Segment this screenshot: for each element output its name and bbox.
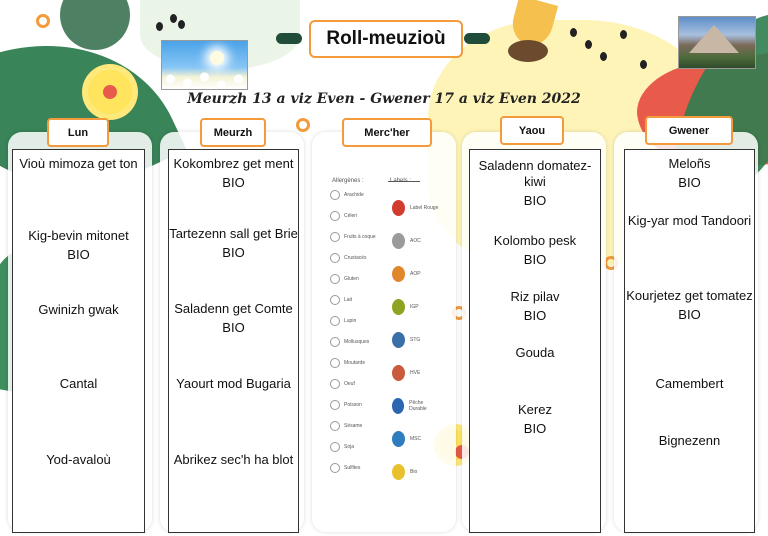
- allergen-label: Moutarde: [344, 360, 366, 366]
- bio-label: BIO: [523, 252, 547, 267]
- bio-label: BIO: [523, 193, 547, 208]
- allergen-icon: [330, 337, 340, 347]
- allergen-label: Oeuf: [344, 381, 355, 387]
- bio-label: BIO: [222, 175, 245, 190]
- allergen-row: [330, 190, 364, 200]
- title-bar-left: [276, 33, 302, 44]
- dish-name: Saladenn domatez-kiwi: [478, 158, 592, 189]
- menu-item: [169, 376, 298, 392]
- dish-name: Yaourt mod Bugaria: [176, 376, 291, 391]
- dish-name: Kig-bevin mitonet: [28, 228, 129, 243]
- allergen-icon: [330, 253, 340, 263]
- menu-item: [169, 452, 298, 468]
- allergen-icon: [330, 316, 340, 326]
- dish-name: Gouda: [515, 345, 555, 360]
- allergen-row: [330, 337, 369, 347]
- sun-icon: [210, 51, 224, 65]
- quality-label-icon: [392, 464, 405, 480]
- quality-label-row: [392, 464, 417, 480]
- allergen-label: Lait: [344, 297, 353, 303]
- menu-item: [470, 345, 600, 361]
- allergen-row: [330, 358, 365, 368]
- menu-item: [625, 213, 754, 229]
- allergen-icon: [330, 400, 340, 410]
- allergen-row: [330, 442, 354, 452]
- dish-name: Kourjetez get tomatez: [626, 288, 753, 303]
- allergen-icon: [330, 232, 340, 242]
- ice-cream-scoop-icon: [508, 40, 548, 62]
- seed-icon: [640, 60, 647, 69]
- dish-name: Yod-avaloù: [46, 452, 111, 467]
- menu-item: [169, 156, 298, 191]
- quality-label-text: STG: [410, 337, 421, 343]
- allergen-row: [330, 211, 357, 221]
- day-header-monday: Lun: [47, 118, 109, 147]
- dish-name: Kokombrez get ment: [173, 156, 294, 171]
- bio-label: BIO: [678, 307, 701, 322]
- menu-item: [470, 402, 600, 437]
- allergen-row: [330, 253, 367, 263]
- allergen-row: [330, 316, 356, 326]
- dish-name: Camembert: [655, 376, 724, 391]
- seed-icon: [178, 20, 185, 29]
- bio-label: BIO: [678, 175, 701, 190]
- quality-label-row: [392, 398, 440, 414]
- quality-label-icon: [392, 332, 405, 348]
- allergen-icon: [330, 190, 340, 200]
- quality-label-text: IGP: [410, 304, 419, 310]
- menu-item: [625, 156, 754, 191]
- menu-item: [470, 233, 600, 268]
- day-header-tuesday: Meurzh: [200, 118, 266, 147]
- bio-label: BIO: [523, 421, 547, 436]
- quality-label-text: Label Rouge: [410, 205, 439, 211]
- allergen-icon: [330, 211, 340, 221]
- menu-item: [13, 452, 144, 468]
- quality-label-icon: [392, 299, 405, 315]
- quality-label-text: AOC: [410, 238, 421, 244]
- ring-decoration: [36, 14, 50, 28]
- seed-icon: [570, 28, 577, 37]
- daisies-image: [162, 69, 247, 89]
- quality-label-row: [392, 299, 419, 315]
- allergen-row: [330, 400, 362, 410]
- seed-icon: [600, 52, 607, 61]
- day-header-friday: Gwener: [645, 116, 733, 145]
- quality-label-row: [392, 365, 420, 381]
- dish-name: Kig-yar mod Tandoori: [627, 213, 752, 228]
- quality-label-text: Pêche Durable: [409, 400, 427, 412]
- menu-column-thursday: [469, 149, 601, 533]
- bio-label: BIO: [523, 308, 547, 323]
- seed-icon: [156, 22, 163, 31]
- allergen-label: Céleri: [344, 213, 358, 219]
- allergen-label: Fruits à coque: [344, 234, 376, 240]
- legend-divider: [388, 181, 420, 182]
- day-header-thursday: Yaou: [500, 116, 564, 145]
- menu-item: [470, 158, 600, 209]
- bio-label: BIO: [222, 245, 245, 260]
- dish-name: Gwinizh gwak: [38, 302, 119, 317]
- allergen-icon: [330, 442, 340, 452]
- allergen-row: [330, 421, 362, 431]
- allergen-icon: [330, 358, 340, 368]
- dish-name: Cantal: [59, 376, 98, 391]
- quality-label-row: [392, 200, 438, 216]
- dish-name: Vioù mimoza get ton: [19, 156, 138, 171]
- seed-icon: [585, 40, 592, 49]
- allergen-icon: [330, 274, 340, 284]
- quality-label-row: [392, 332, 420, 348]
- quality-label-icon: [392, 398, 404, 414]
- menu-item: [470, 289, 600, 324]
- allergen-icon: [330, 463, 340, 473]
- menu-item: [13, 376, 144, 392]
- allergens-title: Allergènes :: [332, 178, 364, 184]
- allergen-label: Poisson: [344, 402, 362, 408]
- allergen-label: Sulfites: [344, 465, 361, 471]
- menu-item: [625, 376, 754, 392]
- quality-label-icon: [392, 431, 405, 447]
- allergen-label: Lupin: [344, 318, 357, 324]
- quality-label-icon: [392, 233, 405, 249]
- quality-label-row: [392, 431, 421, 447]
- mountain-icon: [689, 25, 739, 53]
- bio-label: BIO: [222, 320, 245, 335]
- quality-label-text: HVE: [410, 370, 421, 376]
- dish-name: Bignezenn: [658, 433, 721, 448]
- dish-name: Kerez: [518, 402, 552, 417]
- mountain-landscape-photo: [678, 16, 756, 69]
- date-range: Meurzh 13 a viz Even - Gwener 17 a viz Even 2022: [187, 91, 581, 107]
- allergen-row: [330, 463, 360, 473]
- quality-label-row: [392, 233, 421, 249]
- dish-name: Meloñs: [668, 156, 711, 171]
- allergen-label: Crustacés: [344, 255, 367, 261]
- menu-column-friday: [624, 149, 755, 533]
- bio-label: BIO: [67, 247, 90, 262]
- quality-label-row: [392, 266, 421, 282]
- menu-item: [13, 156, 144, 172]
- dish-name: Tartezenn sall get Brie: [169, 226, 298, 241]
- menu-item: [625, 433, 754, 449]
- daisy-sky-photo: [161, 40, 248, 90]
- quality-label-icon: [392, 200, 405, 216]
- allergen-row: [330, 379, 355, 389]
- allergen-label: Gluten: [344, 276, 359, 282]
- quality-label-icon: [392, 266, 405, 282]
- title-bar-right: [464, 33, 490, 44]
- dish-name: Kolombo pesk: [493, 233, 577, 248]
- menu-item: [13, 302, 144, 318]
- dish-name: Saladenn get Comte: [174, 301, 293, 316]
- dish-name: Riz pilav: [510, 289, 560, 304]
- allergen-label: Mollusques: [344, 339, 370, 345]
- quality-label-text: AOP: [410, 271, 421, 277]
- quality-label-text: Bio: [410, 469, 418, 475]
- leaf-decoration: [60, 0, 130, 50]
- allergen-row: [330, 232, 376, 242]
- day-header-wednesday: Merc'her: [342, 118, 432, 147]
- menu-column-tuesday: [168, 149, 299, 533]
- allergen-label: Sésame: [344, 423, 363, 429]
- allergen-icon: [330, 295, 340, 305]
- allergen-row: [330, 274, 359, 284]
- seed-icon: [620, 30, 627, 39]
- seed-icon: [170, 14, 177, 23]
- allergen-label: Soja: [344, 444, 355, 450]
- menu-item: [169, 226, 298, 261]
- allergen-legend: [330, 178, 440, 488]
- allergen-icon: [330, 421, 340, 431]
- allergen-icon: [330, 379, 340, 389]
- allergen-label: Arachide: [344, 192, 364, 198]
- dish-name: Abrikez sec'h ha blot: [173, 452, 294, 467]
- allergen-row: [330, 295, 352, 305]
- page-title: Roll-meuzioù: [309, 20, 463, 58]
- menu-column-monday: [12, 149, 145, 533]
- quality-label-text: MSC: [410, 436, 422, 442]
- menu-item: [625, 288, 754, 323]
- menu-item: [13, 228, 144, 263]
- quality-label-icon: [392, 365, 405, 381]
- ring-decoration: [296, 118, 310, 132]
- menu-item: [169, 301, 298, 336]
